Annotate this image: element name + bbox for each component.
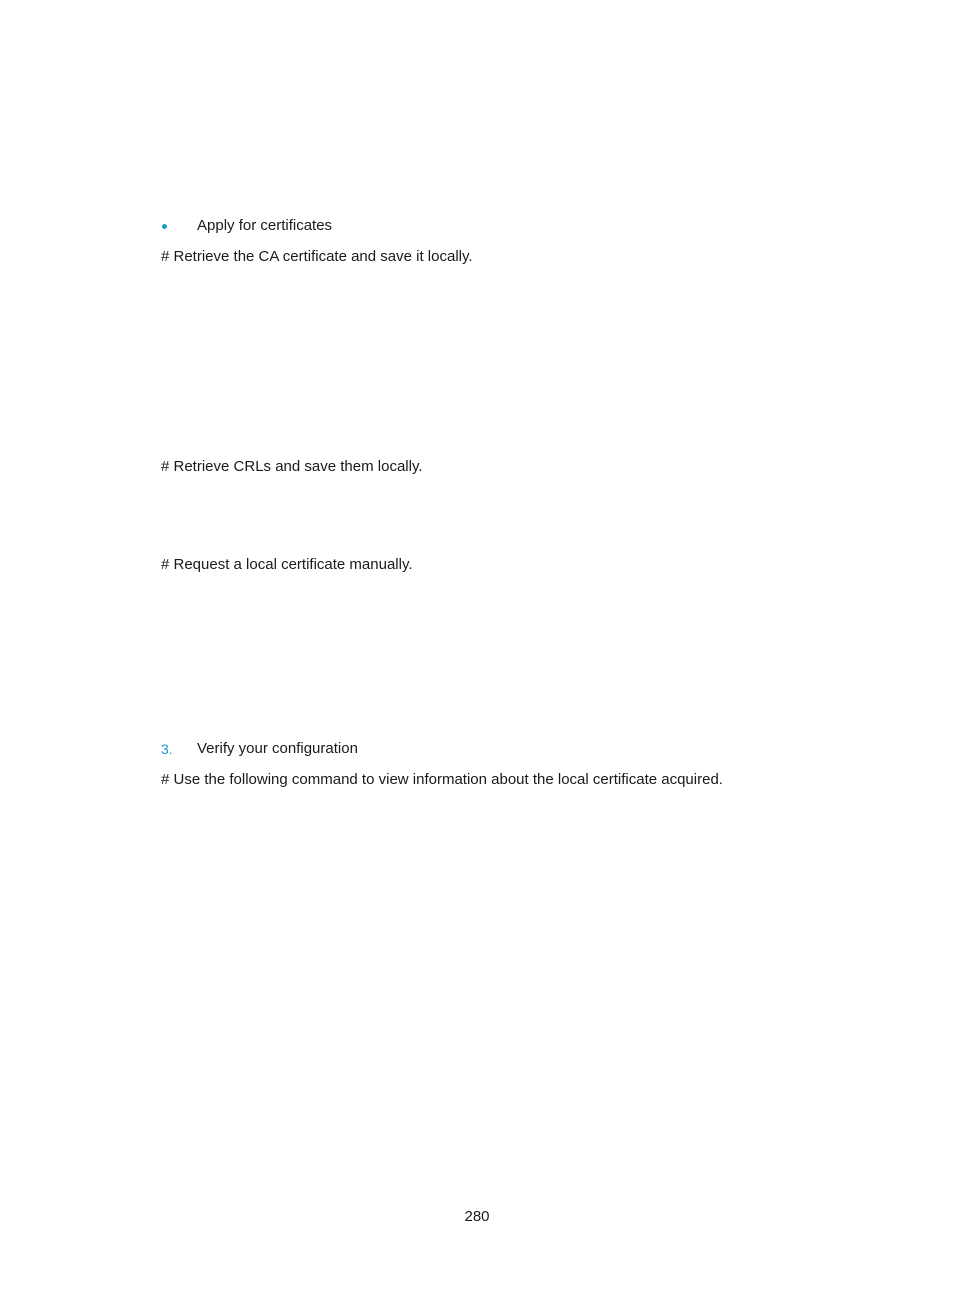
bullet-icon: [162, 224, 167, 229]
paragraph-request-local: # Request a local certificate manually.: [161, 556, 413, 573]
step-label: Verify your configuration: [197, 740, 358, 757]
bullet-item-label: Apply for certificates: [197, 217, 333, 234]
paragraph-use-command: # Use the following command to view information about the local certificate acquired.: [161, 771, 723, 788]
paragraph-retrieve-ca: # Retrieve the CA certificate and save it locally.: [161, 248, 473, 265]
paragraph-retrieve-crls: # Retrieve CRLs and save them locally.: [161, 458, 423, 475]
page-number: 280: [464, 1208, 490, 1225]
step-number: 3.: [161, 741, 173, 757]
